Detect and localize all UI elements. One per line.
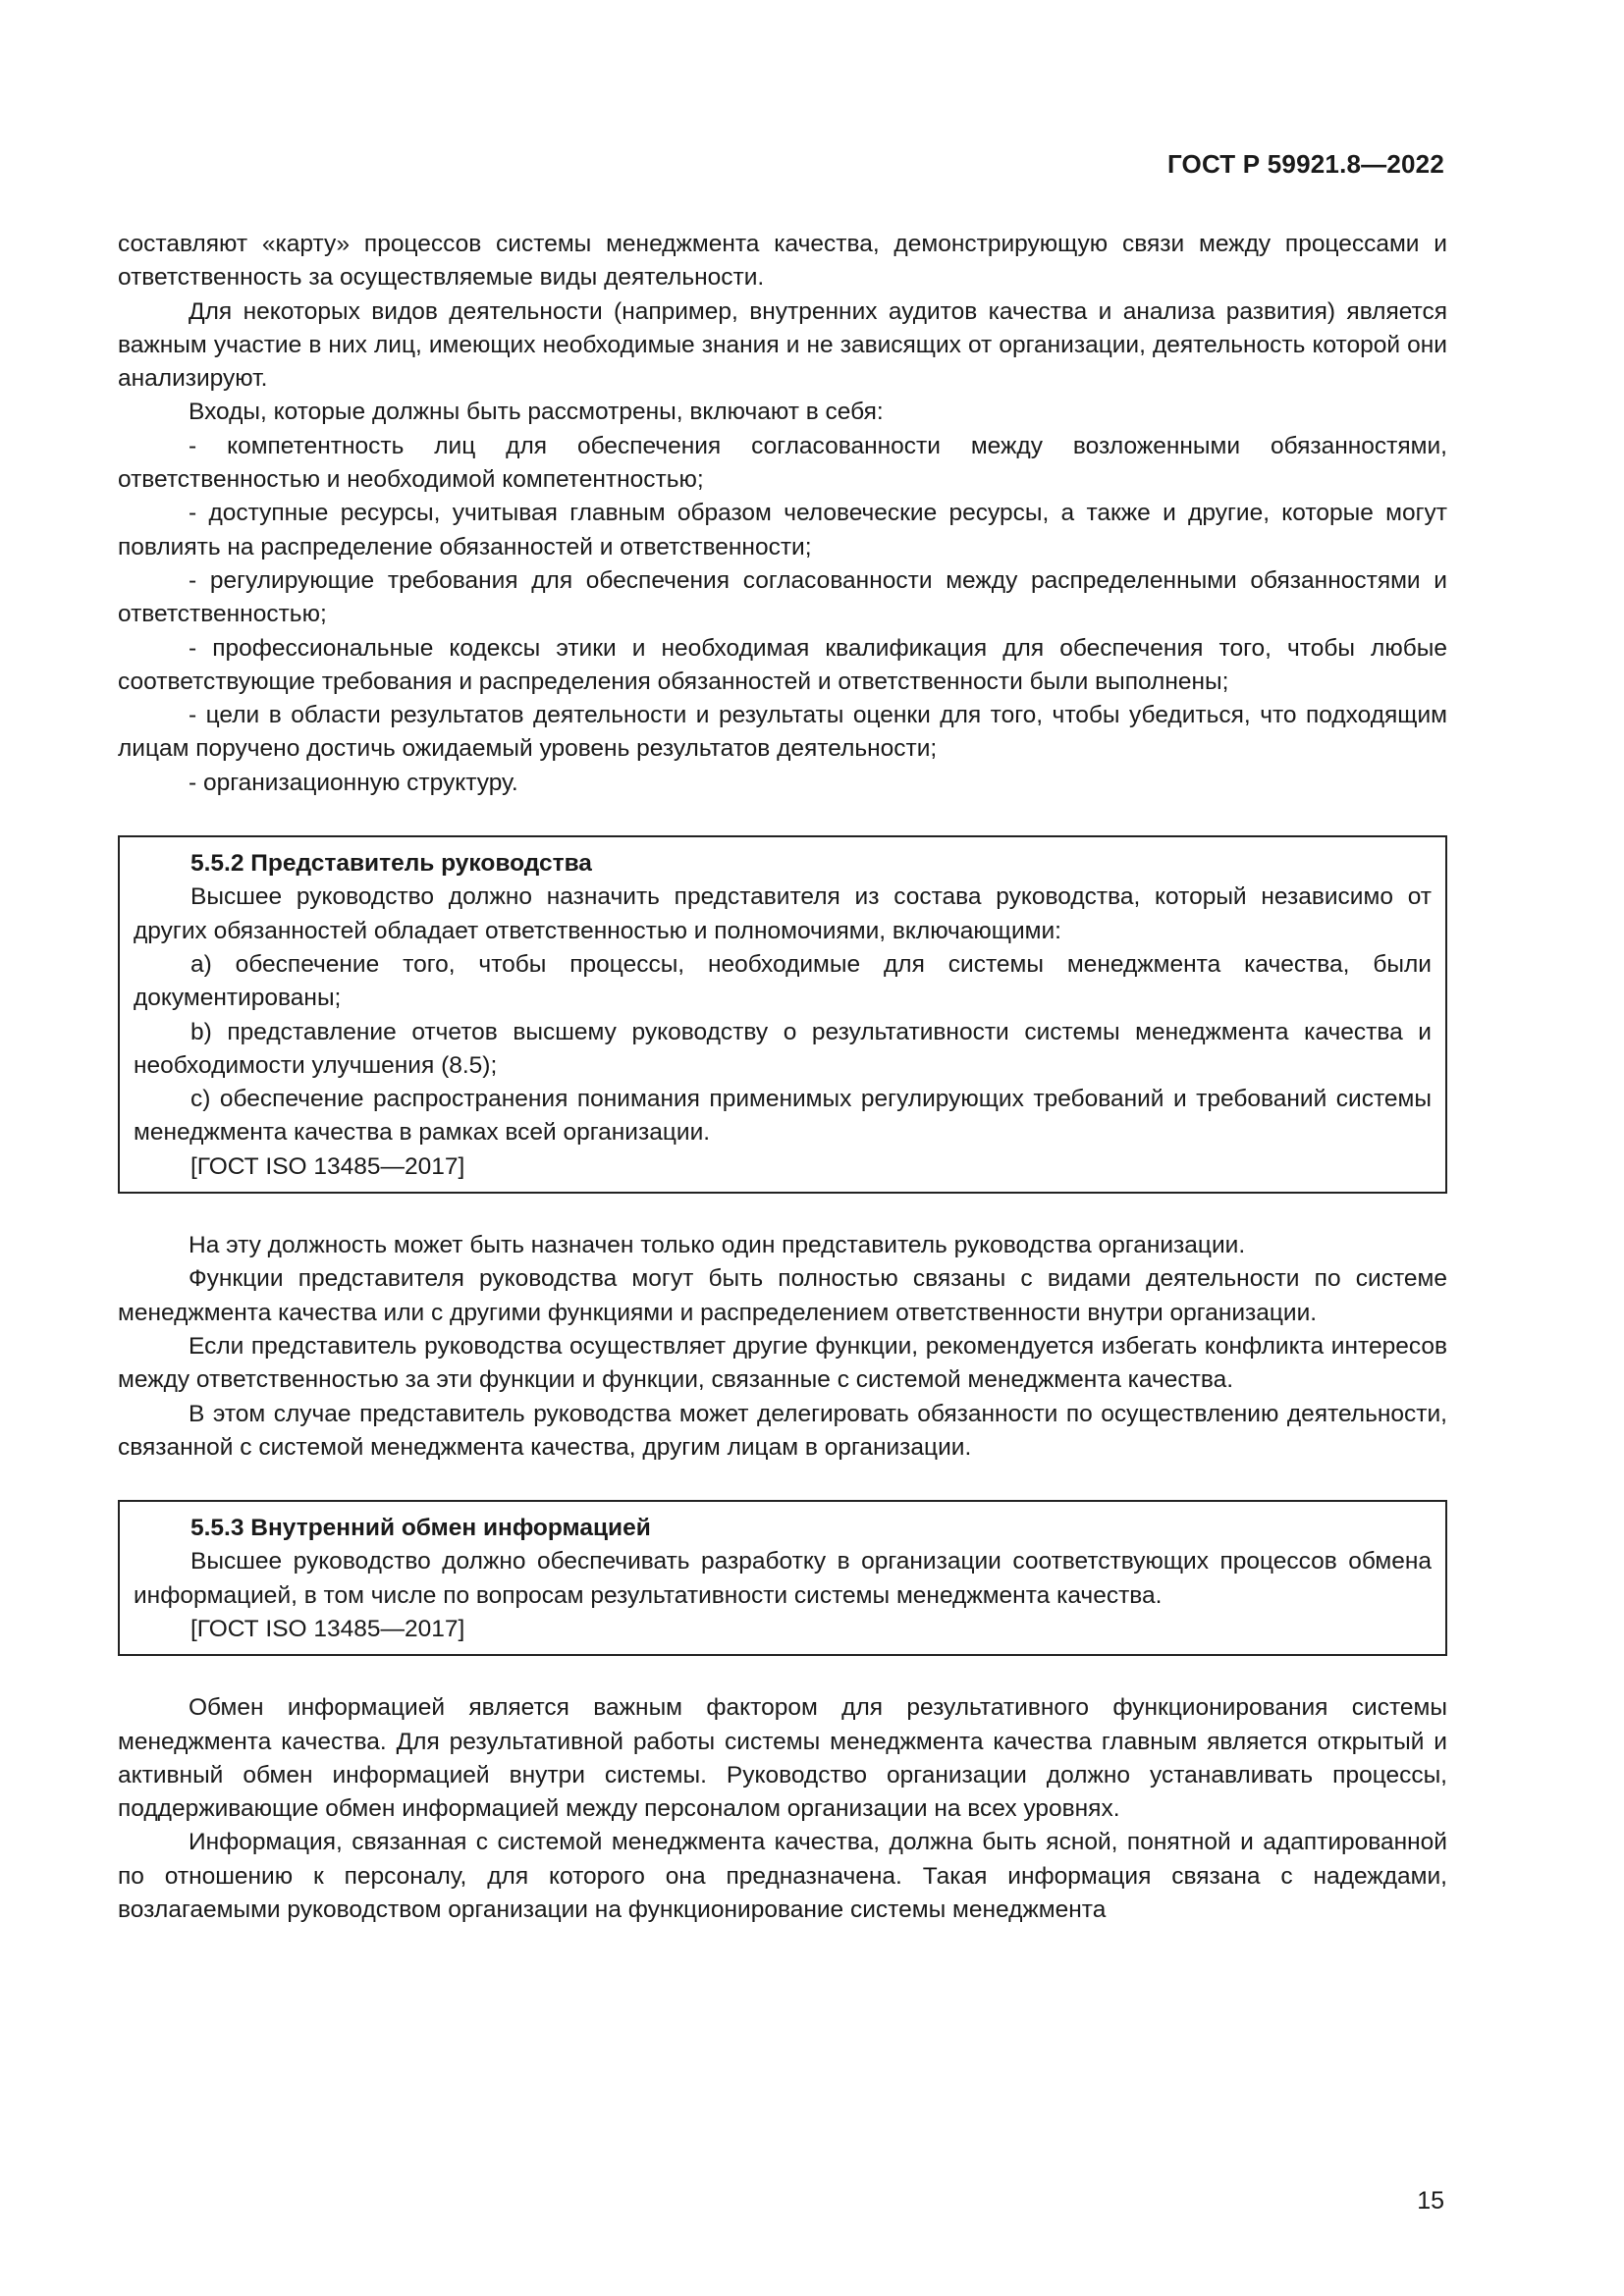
paragraph: Высшее руководство должно обеспечивать разработку в организации соответствующих процессов обмена информацией, в том числе по вопросам результативности системы менеджмента качества. <box>134 1548 1432 1609</box>
list-item: c) обеспечение распространения понимания применимых регулирующих требований и требований системы менеджмента качества в рамках всей организации. <box>134 1086 1432 1147</box>
document-id: ГОСТ Р 59921.8—2022 <box>1166 149 1444 179</box>
list-item: - регулирующие требования для обеспечения согласованности между распределенными обязанностями и ответственностью; <box>118 566 1447 628</box>
source-reference: [ГОСТ ISO 13485—2017] <box>190 1152 465 1180</box>
paragraph: составляют «карту» процессов системы менеджмента качества, демонстрирующую связи между процессами и ответственность за осуществляемые виды деятельности. <box>118 231 1447 292</box>
page-content <box>118 228 1447 1927</box>
list-item: - доступные ресурсы, учитывая главным образом человеческие ресурсы, а также и другие, которые могут повлиять на распределение обязанностей и ответственности; <box>118 500 1447 561</box>
quoted-clause-box-552 <box>118 835 1447 1194</box>
list-item: - профессиональные кодексы этики и необходимая квалификация для обеспечения того, чтобы любые соответствующие требования и распределения обязанностей и ответственности были выполнены; <box>118 634 1447 695</box>
source-reference: [ГОСТ ISO 13485—2017] <box>190 1615 465 1642</box>
list-item: - компетентность лиц для обеспечения согласованности между возложенными обязанностями, ответственностью и необходимой компетентностью; <box>118 432 1447 494</box>
paragraph: Если представитель руководства осуществляет другие функции, рекомендуется избегать конфликта интересов между ответственностью за эти функции и функции, связанные с системой менеджмента качества. <box>118 1332 1447 1394</box>
page-number: 15 <box>1417 2187 1444 2215</box>
paragraph: Входы, которые должны быть рассмотрены, включают в себя: <box>189 399 884 426</box>
list-item: - цели в области результатов деятельности и результаты оценки для того, чтобы убедиться, что подходящим лицам поручено достичь ожидаемый уровень результатов деятельности; <box>118 702 1447 763</box>
commentary-553 <box>118 1691 1447 1927</box>
commentary-552 <box>118 1229 1447 1465</box>
paragraph: На эту должность может быть назначен только один представитель руководства организации. <box>189 1232 1246 1259</box>
paragraph: Информация, связанная с системой менеджмента качества, должна быть ясной, понятной и адаптированной по отношению к персоналу, для которого она предназначена. Такая информация связана с надеждами, возлагаемыми руководством организации на функционирование системы менеджмента <box>118 1829 1447 1924</box>
section-heading: 5.5.2 Представитель руководства <box>190 850 592 878</box>
paragraph: Обмен информацией является важным фактором для результативного функционирования системы менеджмента качества. Для результативной работы системы менеджмента качества главным является открытый и активный обмен информацией внутри системы. Руководство организации должно устанавливать процессы, поддерживающие обмен информацией между персоналом организации на всех уровнях. <box>118 1694 1447 1823</box>
section-heading: 5.5.3 Внутренний обмен информацией <box>190 1515 651 1542</box>
quoted-clause-box-553 <box>118 1500 1447 1656</box>
list-item: b) представление отчетов высшему руководству о результативности системы менеджмента качества и необходимости улучшения (8.5); <box>134 1018 1432 1079</box>
intro-section <box>118 228 1447 800</box>
paragraph: В этом случае представитель руководства может делегировать обязанности по осуществлению деятельности, связанной с системой менеджмента качества, другим лицам в организации. <box>118 1400 1447 1461</box>
list-item: a) обеспечение того, чтобы процессы, необходимые для системы менеджмента качества, были документированы; <box>134 950 1432 1012</box>
paragraph: Высшее руководство должно назначить представителя из состава руководства, который независимо от других обязанностей обладает ответственностью и полномочиями, включающими: <box>134 883 1432 944</box>
paragraph: Функции представителя руководства могут быть полностью связаны с видами деятельности по системе менеджмента качества или с другими функциями и распределением ответственности внутри организации. <box>118 1265 1447 1326</box>
list-item: - организационную структуру. <box>189 769 518 796</box>
paragraph: Для некоторых видов деятельности (например, внутренних аудитов качества и анализа развития) является важным участие в них лиц, имеющих необходимые знания и не зависящих от организации, деятельность которой они анализируют. <box>118 297 1447 393</box>
